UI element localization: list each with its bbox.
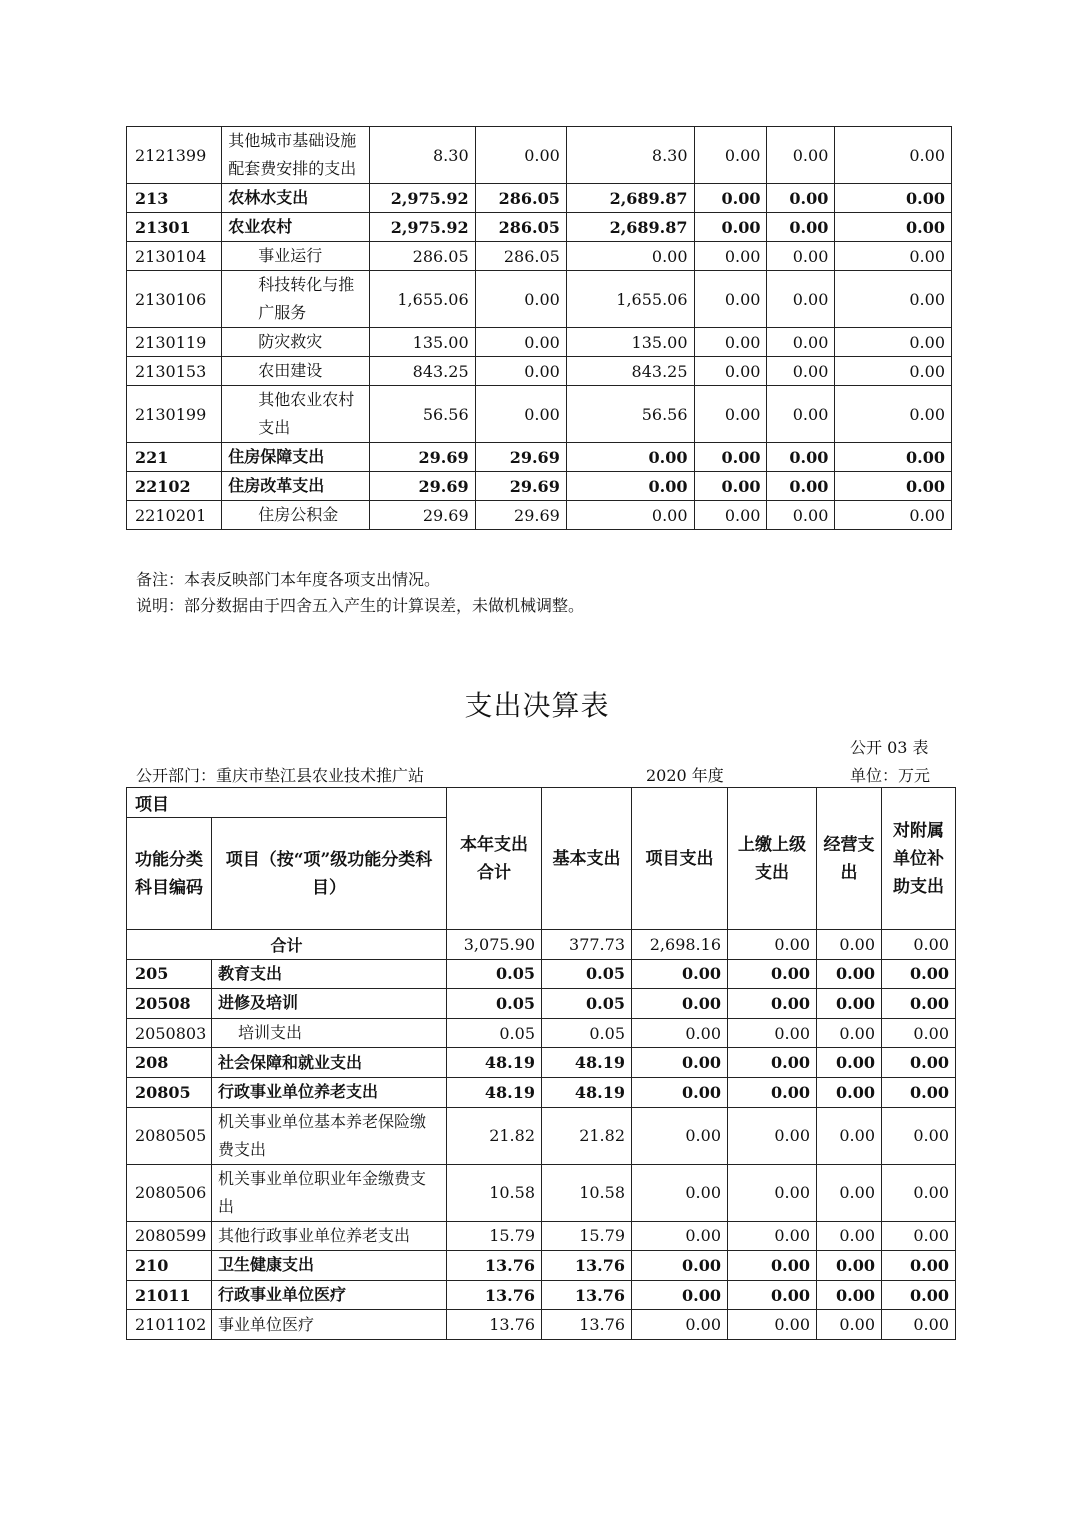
amount-cell: 0.05	[542, 1018, 632, 1048]
amount-cell: 0.00	[817, 1221, 882, 1251]
amount-cell: 0.00	[817, 1077, 882, 1107]
amount-cell: 0.00	[817, 1251, 882, 1281]
amount-cell: 0.00	[817, 1107, 882, 1164]
amount-cell: 0.00	[632, 989, 728, 1019]
amount-cell: 56.56	[566, 386, 694, 443]
amount-cell: 0.00	[767, 271, 835, 328]
amount-cell: 13.76	[542, 1310, 632, 1340]
table-note: 备注：本表反映部门本年度各项支出情况。	[136, 570, 441, 589]
amount-cell: 0.00	[566, 472, 694, 501]
amount-cell: 0.00	[694, 443, 767, 472]
amount-cell: 0.00	[767, 357, 835, 386]
amount-cell: 843.25	[370, 357, 475, 386]
amount-cell: 0.00	[475, 386, 566, 443]
amount-cell: 1,655.06	[566, 271, 694, 328]
amount-cell: 0.00	[694, 386, 767, 443]
amount-cell: 0.00	[632, 1310, 728, 1340]
header-row-group	[127, 788, 956, 818]
item-name-cell: 其他农业农村支出	[222, 386, 370, 443]
table-row	[127, 443, 952, 472]
amount-cell: 10.58	[447, 1164, 542, 1221]
function-code-cell: 2130119	[127, 328, 222, 357]
item-name-cell: 农田建设	[222, 357, 370, 386]
table-row	[127, 1048, 956, 1078]
total-value: 0.00	[728, 930, 817, 960]
amount-cell: 0.00	[694, 328, 767, 357]
amount-cell: 29.69	[370, 443, 475, 472]
amount-cell: 0.05	[542, 989, 632, 1019]
amount-cell: 8.30	[370, 127, 475, 184]
amount-cell: 0.00	[817, 1018, 882, 1048]
amount-cell: 13.76	[447, 1251, 542, 1281]
function-code-cell: 20805	[127, 1077, 212, 1107]
header-operating-expenditure: 经营支出	[817, 788, 882, 930]
amount-cell: 2,975.92	[370, 213, 475, 242]
function-code-cell: 2050803	[127, 1018, 212, 1048]
total-value: 0.00	[882, 930, 956, 960]
table-row	[127, 1018, 956, 1048]
amount-cell: 0.00	[817, 1310, 882, 1340]
function-code-cell: 205	[127, 959, 212, 989]
amount-cell: 13.76	[542, 1280, 632, 1310]
total-row	[127, 930, 956, 960]
form-number: 公开 03 表	[850, 738, 929, 757]
header-item-name: 项目（按“项”级功能分类科目）	[212, 818, 447, 930]
item-name-cell: 住房公积金	[222, 501, 370, 530]
item-name-cell: 事业运行	[222, 242, 370, 271]
amount-cell: 0.00	[694, 472, 767, 501]
fiscal-year: 2020 年度	[646, 766, 724, 785]
amount-cell: 0.00	[835, 271, 952, 328]
amount-cell: 1,655.06	[370, 271, 475, 328]
amount-cell: 0.00	[728, 989, 817, 1019]
function-code-cell: 21301	[127, 213, 222, 242]
amount-cell: 0.00	[767, 242, 835, 271]
amount-cell: 0.00	[817, 959, 882, 989]
amount-cell: 0.00	[728, 959, 817, 989]
amount-cell: 0.00	[566, 242, 694, 271]
function-code-cell: 2080599	[127, 1221, 212, 1251]
amount-cell: 286.05	[475, 184, 566, 213]
amount-cell: 0.00	[817, 989, 882, 1019]
amount-cell: 0.00	[835, 127, 952, 184]
function-code-cell: 208	[127, 1048, 212, 1078]
amount-cell: 0.00	[882, 1251, 956, 1281]
amount-cell: 21.82	[542, 1107, 632, 1164]
function-code-cell: 210	[127, 1251, 212, 1281]
unit-label: 单位：万元	[850, 766, 931, 785]
amount-cell: 0.00	[566, 501, 694, 530]
amount-cell: 0.00	[835, 242, 952, 271]
item-name-cell: 行政事业单位医疗	[212, 1280, 447, 1310]
table-row	[127, 1077, 956, 1107]
table-row	[127, 959, 956, 989]
amount-cell: 0.05	[542, 959, 632, 989]
header-group-item: 项目	[127, 788, 447, 818]
amount-cell: 0.00	[694, 357, 767, 386]
table-row	[127, 127, 952, 184]
table-row	[127, 1310, 956, 1340]
amount-cell: 0.00	[835, 501, 952, 530]
function-code-cell: 2130106	[127, 271, 222, 328]
amount-cell: 13.76	[542, 1251, 632, 1281]
item-name-cell: 进修及培训	[212, 989, 447, 1019]
amount-cell: 0.00	[728, 1251, 817, 1281]
item-name-cell: 农业农村	[222, 213, 370, 242]
table-row	[127, 328, 952, 357]
amount-cell: 48.19	[542, 1048, 632, 1078]
function-code-cell: 2130153	[127, 357, 222, 386]
amount-cell: 0.00	[632, 1164, 728, 1221]
amount-cell: 0.00	[728, 1164, 817, 1221]
table-row	[127, 1164, 956, 1221]
amount-cell: 48.19	[447, 1048, 542, 1078]
item-name-cell: 农林水支出	[222, 184, 370, 213]
item-name-cell: 其他行政事业单位养老支出	[212, 1221, 447, 1251]
item-name-cell: 教育支出	[212, 959, 447, 989]
amount-cell: 0.00	[882, 1221, 956, 1251]
amount-cell: 0.00	[694, 271, 767, 328]
function-code-cell: 20508	[127, 989, 212, 1019]
amount-cell: 0.00	[475, 357, 566, 386]
amount-cell: 286.05	[475, 213, 566, 242]
total-value: 0.00	[817, 930, 882, 960]
table-row	[127, 357, 952, 386]
amount-cell: 0.00	[728, 1107, 817, 1164]
amount-cell: 48.19	[447, 1077, 542, 1107]
amount-cell: 0.00	[835, 443, 952, 472]
item-name-cell: 机关事业单位职业年金缴费支出	[212, 1164, 447, 1221]
amount-cell: 0.00	[767, 213, 835, 242]
amount-cell: 0.00	[632, 1221, 728, 1251]
function-code-cell: 21011	[127, 1280, 212, 1310]
amount-cell: 286.05	[475, 242, 566, 271]
amount-cell: 13.76	[447, 1310, 542, 1340]
amount-cell: 0.00	[632, 959, 728, 989]
amount-cell: 0.00	[632, 1107, 728, 1164]
amount-cell: 2,689.87	[566, 184, 694, 213]
table-row	[127, 1251, 956, 1281]
amount-cell: 0.00	[632, 1018, 728, 1048]
amount-cell: 0.00	[835, 386, 952, 443]
function-code-cell: 213	[127, 184, 222, 213]
amount-cell: 0.00	[728, 1280, 817, 1310]
amount-cell: 0.00	[835, 472, 952, 501]
header-subsidiary-subsidy: 对附属单位补助支出	[882, 788, 956, 930]
amount-cell: 0.00	[882, 1107, 956, 1164]
amount-cell: 56.56	[370, 386, 475, 443]
amount-cell: 135.00	[566, 328, 694, 357]
header-basic-expenditure: 基本支出	[542, 788, 632, 930]
item-name-cell: 住房保障支出	[222, 443, 370, 472]
amount-cell: 0.00	[882, 1280, 956, 1310]
department-label: 公开部门：重庆市垫江县农业技术推广站	[136, 766, 425, 785]
amount-cell: 0.00	[632, 1280, 728, 1310]
amount-cell: 0.00	[835, 184, 952, 213]
function-code-cell: 2121399	[127, 127, 222, 184]
amount-cell: 0.00	[475, 127, 566, 184]
item-name-cell: 防灾救灾	[222, 328, 370, 357]
amount-cell: 0.00	[694, 242, 767, 271]
amount-cell: 0.00	[767, 472, 835, 501]
amount-cell: 0.00	[817, 1048, 882, 1078]
amount-cell: 29.69	[475, 501, 566, 530]
amount-cell: 0.00	[694, 501, 767, 530]
amount-cell: 0.00	[882, 1164, 956, 1221]
table-row	[127, 271, 952, 328]
item-name-cell: 科技转化与推广服务	[222, 271, 370, 328]
function-code-cell: 22102	[127, 472, 222, 501]
item-name-cell: 卫生健康支出	[212, 1251, 447, 1281]
amount-cell: 0.00	[882, 959, 956, 989]
amount-cell: 0.05	[447, 989, 542, 1019]
table-explanation: 说明：部分数据由于四舍五入产生的计算误差，未做机械调整。	[136, 596, 585, 615]
amount-cell: 0.00	[882, 1048, 956, 1078]
header-total-expenditure: 本年支出合计	[447, 788, 542, 930]
item-name-cell: 机关事业单位基本养老保险缴费支出	[212, 1107, 447, 1164]
amount-cell: 29.69	[475, 443, 566, 472]
header-function-code: 功能分类科目编码	[127, 818, 212, 930]
expenditure-table-continued	[126, 126, 952, 530]
amount-cell: 0.00	[767, 443, 835, 472]
item-name-cell: 其他城市基础设施配套费安排的支出	[222, 127, 370, 184]
table-row	[127, 989, 956, 1019]
amount-cell: 0.00	[694, 184, 767, 213]
amount-cell: 0.00	[767, 386, 835, 443]
amount-cell: 0.00	[835, 357, 952, 386]
table-row	[127, 242, 952, 271]
amount-cell: 0.05	[447, 959, 542, 989]
amount-cell: 0.00	[817, 1164, 882, 1221]
table-row	[127, 1221, 956, 1251]
amount-cell: 0.00	[728, 1221, 817, 1251]
amount-cell: 29.69	[370, 501, 475, 530]
amount-cell: 0.00	[882, 1310, 956, 1340]
item-name-cell: 社会保障和就业支出	[212, 1048, 447, 1078]
amount-cell: 29.69	[475, 472, 566, 501]
total-value: 377.73	[542, 930, 632, 960]
amount-cell: 286.05	[370, 242, 475, 271]
amount-cell: 0.00	[475, 271, 566, 328]
function-code-cell: 2080506	[127, 1164, 212, 1221]
table-row	[127, 1107, 956, 1164]
amount-cell: 0.05	[447, 1018, 542, 1048]
amount-cell: 15.79	[542, 1221, 632, 1251]
total-label: 合计	[127, 930, 447, 960]
function-code-cell: 2210201	[127, 501, 222, 530]
table-row	[127, 472, 952, 501]
amount-cell: 0.00	[632, 1251, 728, 1281]
total-value: 2,698.16	[632, 930, 728, 960]
amount-cell: 0.00	[882, 1018, 956, 1048]
amount-cell: 0.00	[817, 1280, 882, 1310]
function-code-cell: 2101102	[127, 1310, 212, 1340]
function-code-cell: 221	[127, 443, 222, 472]
function-code-cell: 2080505	[127, 1107, 212, 1164]
amount-cell: 0.00	[835, 213, 952, 242]
amount-cell: 135.00	[370, 328, 475, 357]
table-row	[127, 213, 952, 242]
amount-cell: 0.00	[728, 1048, 817, 1078]
item-name-cell: 事业单位医疗	[212, 1310, 447, 1340]
amount-cell: 0.00	[835, 328, 952, 357]
amount-cell: 0.00	[475, 328, 566, 357]
amount-cell: 0.00	[767, 184, 835, 213]
amount-cell: 13.76	[447, 1280, 542, 1310]
amount-cell: 29.69	[370, 472, 475, 501]
table-row	[127, 386, 952, 443]
table-row	[127, 184, 952, 213]
amount-cell: 10.58	[542, 1164, 632, 1221]
header-project-expenditure: 项目支出	[632, 788, 728, 930]
amount-cell: 15.79	[447, 1221, 542, 1251]
amount-cell: 0.00	[632, 1077, 728, 1107]
amount-cell: 2,975.92	[370, 184, 475, 213]
amount-cell: 843.25	[566, 357, 694, 386]
amount-cell: 0.00	[728, 1310, 817, 1340]
function-code-cell: 2130104	[127, 242, 222, 271]
amount-cell: 21.82	[447, 1107, 542, 1164]
item-name-cell: 培训支出	[212, 1018, 447, 1048]
item-name-cell: 住房改革支出	[222, 472, 370, 501]
amount-cell: 0.00	[882, 989, 956, 1019]
header-remit-superior: 上缴上级支出	[728, 788, 817, 930]
amount-cell: 0.00	[728, 1077, 817, 1107]
amount-cell: 0.00	[767, 127, 835, 184]
expenditure-statement-table	[126, 787, 956, 1340]
amount-cell: 0.00	[767, 501, 835, 530]
amount-cell: 0.00	[882, 1077, 956, 1107]
page-title: 支出决算表	[464, 689, 610, 722]
total-value: 3,075.90	[447, 930, 542, 960]
amount-cell: 2,689.87	[566, 213, 694, 242]
table-row	[127, 501, 952, 530]
amount-cell: 48.19	[542, 1077, 632, 1107]
item-name-cell: 行政事业单位养老支出	[212, 1077, 447, 1107]
amount-cell: 0.00	[566, 443, 694, 472]
table-row	[127, 1280, 956, 1310]
amount-cell: 0.00	[694, 127, 767, 184]
amount-cell: 8.30	[566, 127, 694, 184]
function-code-cell: 2130199	[127, 386, 222, 443]
amount-cell: 0.00	[632, 1048, 728, 1078]
amount-cell: 0.00	[694, 213, 767, 242]
amount-cell: 0.00	[728, 1018, 817, 1048]
amount-cell: 0.00	[767, 328, 835, 357]
